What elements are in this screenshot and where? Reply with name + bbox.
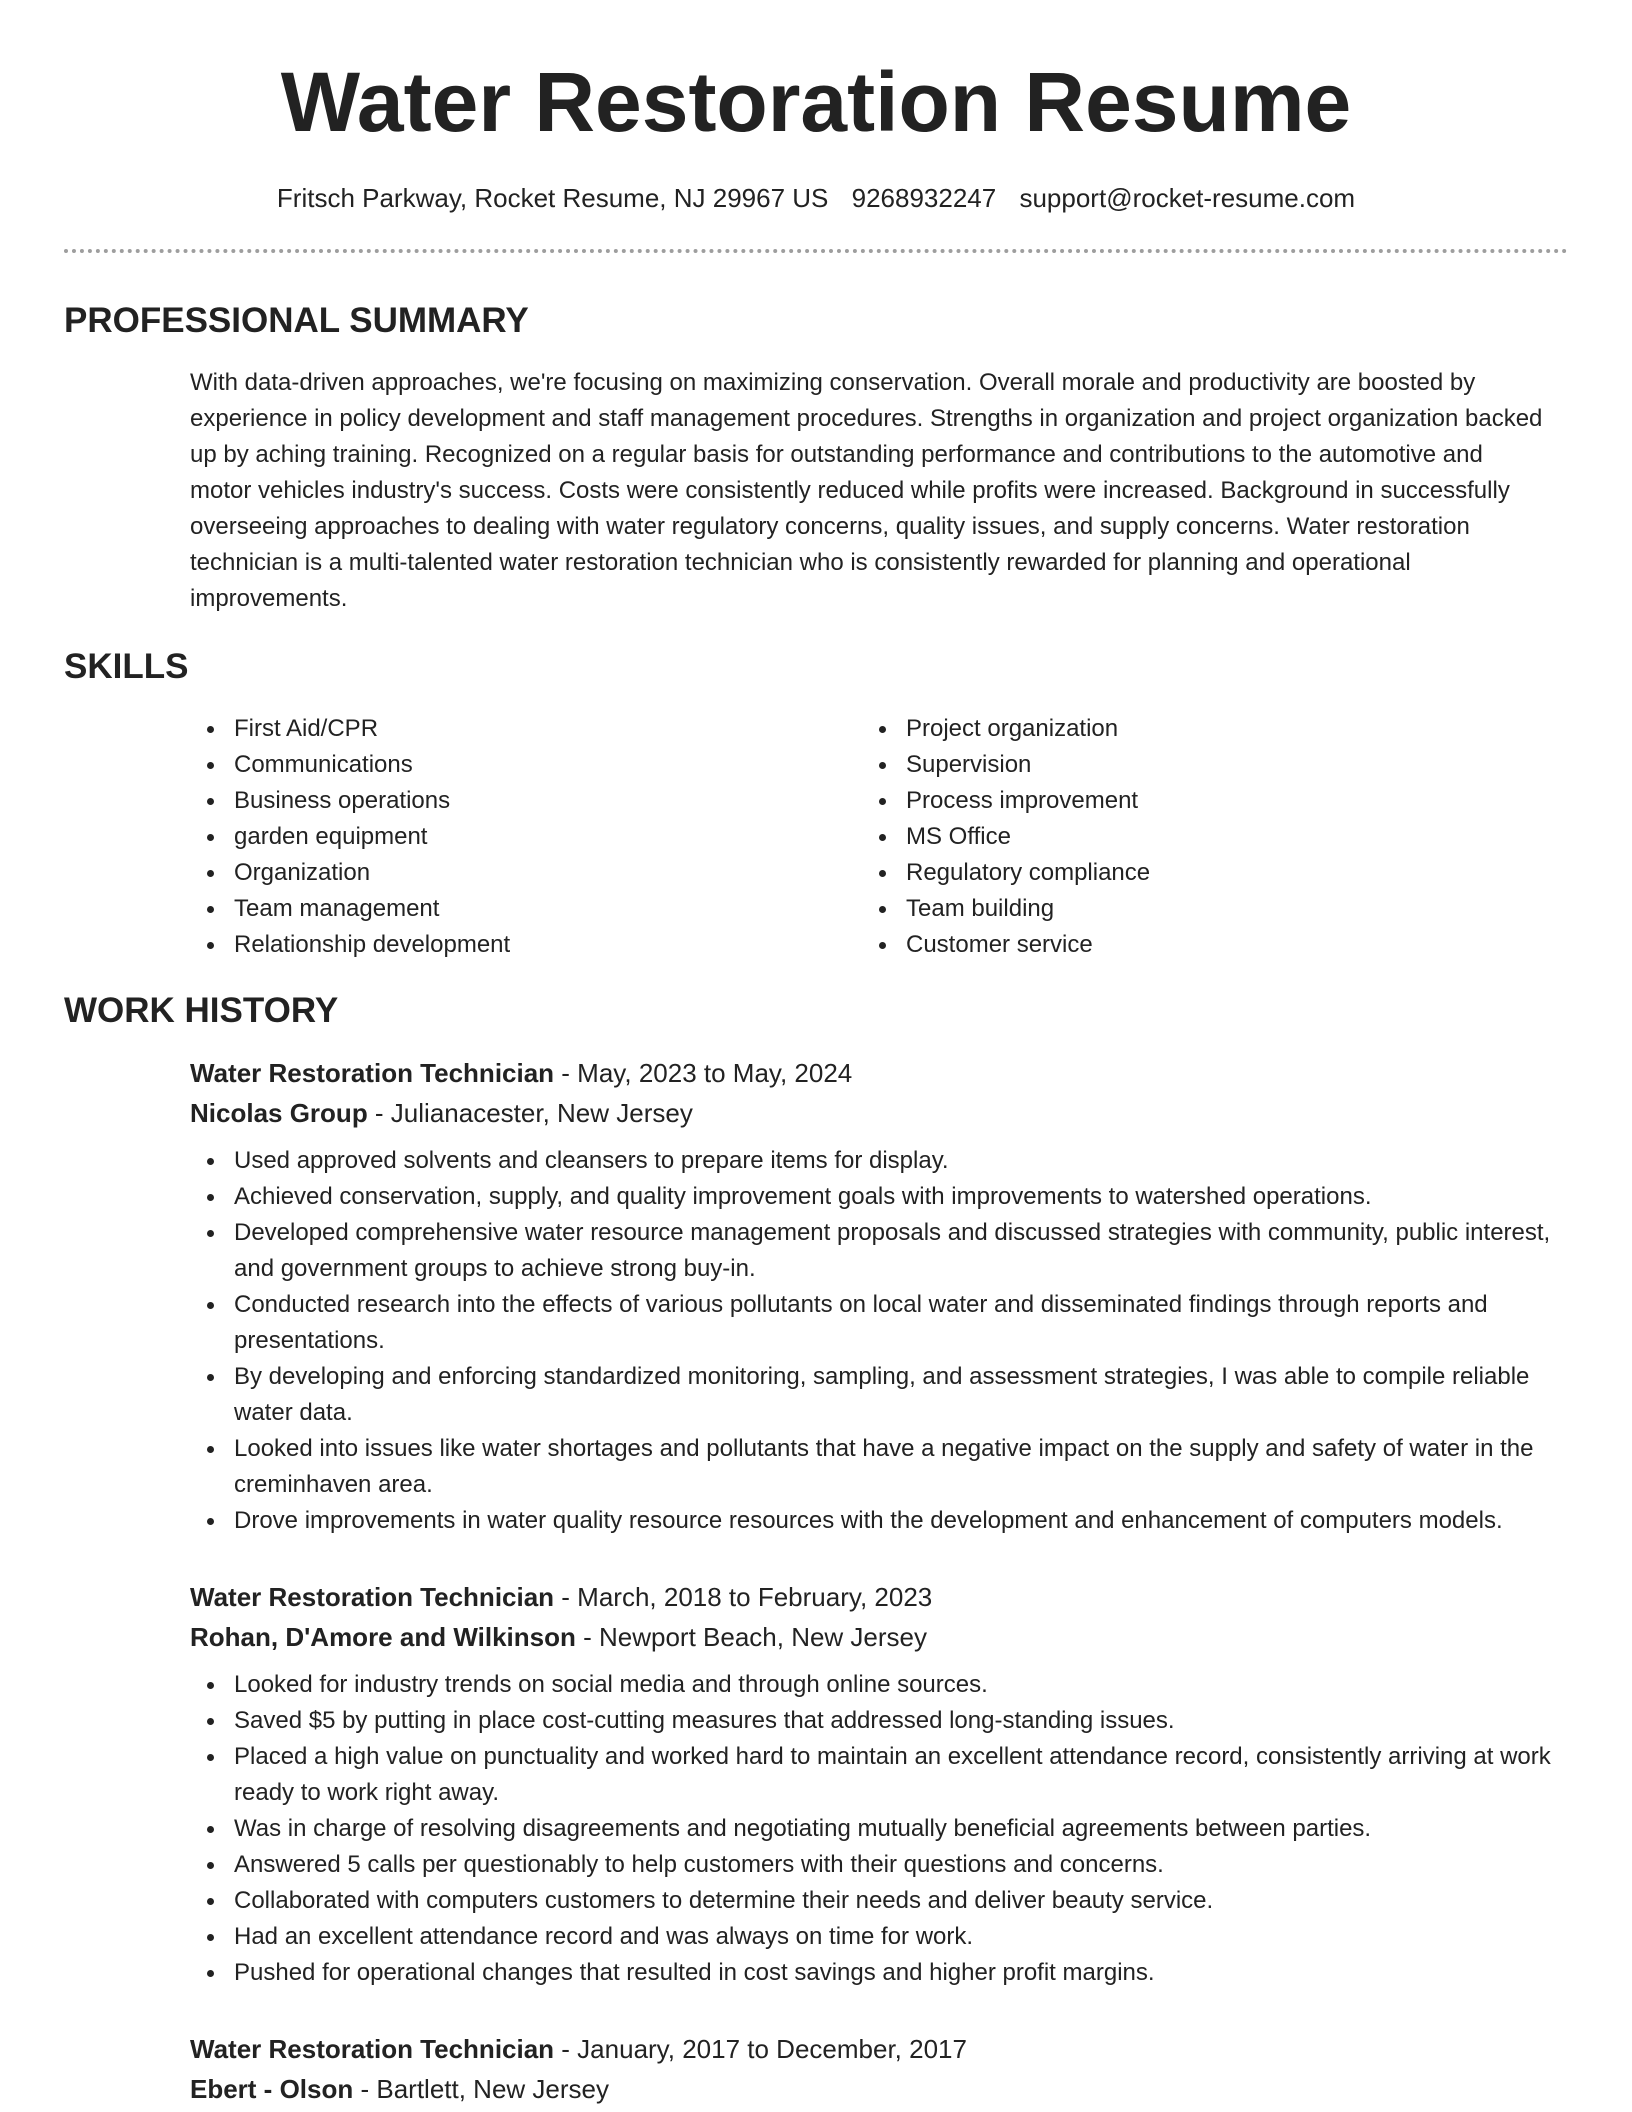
job-dates: - May, 2023 to May, 2024 <box>554 1058 853 1088</box>
job-bullet: Conducted research into the effects of various pollutants on local water and disseminated findings through reports and presentations. <box>190 1287 1570 1359</box>
skill-item: Customer service <box>862 927 1502 963</box>
job-title: Water Restoration Technician <box>190 1582 555 1612</box>
skill-item: Communications <box>190 747 830 783</box>
job-title: Water Restoration Technician <box>190 2034 555 2064</box>
skills-list-left <box>190 711 830 963</box>
contact-address: Fritsch Parkway, Rocket Resume, NJ 29967 US <box>276 183 829 213</box>
skill-item: Project organization <box>862 711 1502 747</box>
skill-item: Business operations <box>190 783 830 819</box>
job-company: Rohan, D'Amore and Wilkinson <box>190 1622 576 1652</box>
skills-left-column <box>190 711 830 963</box>
job-company-line <box>190 1093 1570 1133</box>
skill-item: Process improvement <box>862 783 1502 819</box>
work-history-heading: WORK HISTORY <box>64 991 339 1030</box>
job-bullet: Had an excellent attendance record and was always on time for work. <box>190 1919 1570 1955</box>
skill-item: Relationship development <box>190 927 830 963</box>
skill-item: garden equipment <box>190 819 830 855</box>
job-dates: - January, 2017 to December, 2017 <box>554 2034 967 2064</box>
job-title-line <box>190 1053 1570 1093</box>
contact-phone: 9268932247 <box>851 183 997 213</box>
job-bullet: Pushed for operational changes that resulted in cost savings and higher profit margins. <box>190 1955 1570 1991</box>
skill-item: Regulatory compliance <box>862 855 1502 891</box>
resume-title: Water Restoration Resume <box>280 55 1352 149</box>
job-bullet: Developed comprehensive water resource management proposals and discussed strategies with community, public interest, and government groups to achieve strong buy-in. <box>190 1215 1570 1287</box>
job-bullet: Was in charge of resolving disagreements and negotiating mutually beneficial agreements between parties. <box>190 1811 1570 1847</box>
job-location: - Bartlett, New Jersey <box>353 2074 609 2104</box>
job-title-line <box>190 2029 1570 2069</box>
job-bullet: Placed a high value on punctuality and worked hard to maintain an excellent attendance record, consistently arriving at work ready to work right away. <box>190 1739 1570 1811</box>
job-bullet: Saved $5 by putting in place cost-cutting measures that addressed long-standing issues. <box>190 1703 1570 1739</box>
skill-item: First Aid/CPR <box>190 711 830 747</box>
job-location: - Newport Beach, New Jersey <box>575 1622 928 1652</box>
job-bullet: Looked into issues like water shortages and pollutants that have a negative impact on the supply and safety of water in the creminhaven area. <box>190 1431 1570 1503</box>
job-dates: - March, 2018 to February, 2023 <box>554 1582 933 1612</box>
skill-item: Team building <box>862 891 1502 927</box>
summary-text: With data-driven approaches, we're focusing on maximizing conservation. Overall morale and productivity are boosted by experience in policy development and staff management procedures. Strengths in organization and project organization backed up by aching training. Recognized on a regular basis for outstanding performance and contributions to the automotive and motor vehicles industry's success. Costs were consistently reduced while profits were increased. Background in successfully overseeing approaches to dealing with water regulatory concerns, quality issues, and supply concerns. Water restoration technician is a multi-talented water restoration technician who is consistently rewarded for planning and operational improvements. <box>190 369 1543 612</box>
header-divider <box>64 249 1568 253</box>
skills-list-right <box>862 711 1502 963</box>
job-bullet: Collaborated with computers customers to determine their needs and deliver beauty service. <box>190 1883 1570 1919</box>
job-entry <box>190 2029 1570 2109</box>
job-bullet: By developing and enforcing standardized monitoring, sampling, and assessment strategies, I was able to compile reliable water data. <box>190 1359 1570 1431</box>
contact-email: support@rocket-resume.com <box>1019 183 1356 213</box>
job-bullets <box>190 1667 1570 1991</box>
job-location: - Julianacester, New Jersey <box>367 1098 693 1128</box>
skill-item: Supervision <box>862 747 1502 783</box>
job-title-line <box>190 1577 1570 1617</box>
skill-item: MS Office <box>862 819 1502 855</box>
summary-heading: PROFESSIONAL SUMMARY <box>64 301 529 340</box>
job-title: Water Restoration Technician <box>190 1058 555 1088</box>
contact-line <box>0 180 1632 216</box>
skills-heading: SKILLS <box>64 647 189 686</box>
skill-item: Organization <box>190 855 830 891</box>
job-bullet: Answered 5 calls per questionably to help customers with their questions and concerns. <box>190 1847 1570 1883</box>
job-bullet: Used approved solvents and cleansers to prepare items for display. <box>190 1143 1570 1179</box>
job-bullet: Achieved conservation, supply, and quality improvement goals with improvements to watershed operations. <box>190 1179 1570 1215</box>
job-bullet: Looked for industry trends on social media and through online sources. <box>190 1667 1570 1703</box>
job-company-line <box>190 2069 1570 2109</box>
job-company: Ebert - Olson <box>190 2074 354 2104</box>
job-company-line <box>190 1617 1570 1657</box>
job-entry <box>190 1577 1570 1991</box>
skills-right-column <box>862 711 1502 963</box>
job-company: Nicolas Group <box>190 1098 368 1128</box>
skill-item: Team management <box>190 891 830 927</box>
job-bullet: Drove improvements in water quality resource resources with the development and enhancement of computers models. <box>190 1503 1570 1539</box>
job-entry <box>190 1053 1570 1539</box>
job-bullets <box>190 1143 1570 1539</box>
